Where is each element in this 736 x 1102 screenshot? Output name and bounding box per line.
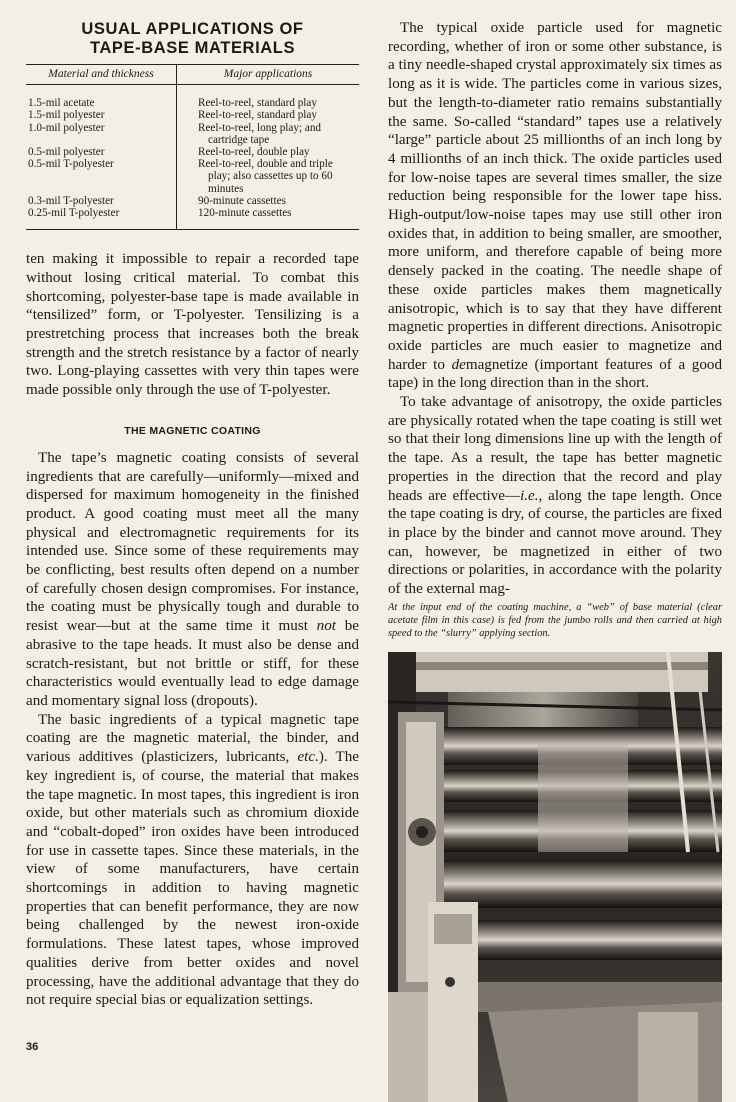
emphasis: de — [451, 356, 466, 373]
text-run: , along the tape length. Once the tape coating is dry, of course, the particles are fixed in place by the binder and cannot move around. They can, however, be magnetized in either of two directions or polarities, in accordance with the polarity of the external mag- — [388, 487, 722, 598]
table-row — [26, 122, 359, 134]
emphasis: i.e. — [520, 487, 539, 504]
table-row — [26, 97, 359, 109]
emphasis: etc. — [297, 749, 319, 766]
table-cell-material: 0.5-mil T-polyester — [26, 158, 177, 170]
paragraph — [26, 449, 359, 711]
right-column — [388, 0, 722, 1102]
table-cell-application-continued: cartridge tape — [208, 133, 270, 146]
table-cell-application: Reel-to-reel, standard play — [198, 109, 317, 122]
table-cell-material: 1.5-mil acetate — [26, 97, 177, 109]
paragraph: ten making it impossible to repair a recorded tape without losing critical material. To combat this shortcoming, polyester-base tape is made available in “tensilized” form, or T-polyester. Tensilizing is a prestretching process that increases both the break strength and the stretch resistance by a factor of nearly two. Long-playing cassettes with very thin tapes were made possible only through the use of T-polyester. — [26, 251, 359, 399]
page-number: 36 — [26, 1041, 39, 1053]
table-cell-material: 0.5-mil polyester — [26, 146, 177, 158]
table-title — [26, 20, 359, 58]
table-cell-application: Reel-to-reel, double and triple — [198, 158, 333, 171]
column-header-material: Material and thickness — [26, 65, 177, 85]
photo-caption: At the input end of the coating machine, a “web” of base material (clear acetate film in this case) is fed from the jumbo rolls and then carried at high speed to the “slurry” applying section. — [388, 602, 722, 639]
table-cell-application: Reel-to-reel, standard play — [198, 97, 317, 110]
table-cell-application: Reel-to-reel, long play; and — [198, 121, 322, 134]
table-row — [26, 146, 359, 158]
table-cell-material: 0.25-mil T-polyester — [26, 207, 177, 219]
table-cell-application: 120-minute cassettes — [198, 207, 292, 220]
emphasis: not — [316, 618, 336, 635]
paragraph — [388, 393, 722, 599]
text-run: ). The key ingredient is, of course, the material that makes the tape magnetic. In most tapes, this ingredient is iron oxide, but other materials such as chromium dioxide and “cobalt-doped” iron oxides have been introduced for use in cassette tapes. Since these materials, in the view of some manufacturers, have certain shortcomings in addition to having magnetic properties that can benefit performance, they are now being challenged by the newest iron-oxide formulations. These latest tapes, whose improved qualities derive from better oxides and novel processing, have the additional advantage that they do not require special bias or equalization settings. — [26, 749, 359, 1009]
table-cell-material: 1.0-mil polyester — [26, 122, 177, 134]
table-cell-application: 90-minute cassettes — [198, 194, 286, 207]
table-row — [26, 207, 359, 219]
applications-table — [26, 64, 359, 230]
text-run: To take advantage of anisotropy, the oxide particles are physically rotated when the tape coating is still wet so that their long dimensions line up with the length of the tape. As a result, the tape has better magnetic properties in the direction that the record and play heads are effective— — [388, 394, 722, 504]
column-header-applications: Major applications — [177, 65, 360, 85]
table-row-continued — [26, 183, 359, 195]
table-title-line-2: TAPE-BASE MATERIALS — [89, 39, 296, 57]
text-run: magnetize (important features of a good tape) in the long direction than in the short. — [388, 356, 722, 392]
table-row — [26, 195, 359, 207]
table-row — [26, 158, 359, 170]
section-heading: THE MAGNETIC COATING — [124, 424, 261, 437]
table-cell-application-continued: play; also cassettes up to 60 — [208, 170, 333, 183]
paragraph — [388, 19, 722, 393]
left-column — [26, 0, 359, 1053]
text-run: The basic ingredients of a typical magnetic tape coating are the magnetic material, the binder, and various additives (plasticizers, lubricants, — [26, 711, 359, 766]
table-row — [26, 109, 359, 121]
text-run: The tape’s magnetic coating consists of several ingredients that are carefully—uniformly—mixed and dispersed for maximum homogeneity in the finished product. A good coating must meet all the many physical and electromagnetic requirements for its intended use. Since some of these requirements may be conflicting, best results often depend on a number of carefully chosen design compromises. For instance, the coating must be physically tough and durable to resist wear—but at the same time it must — [26, 449, 359, 635]
text-run: The typical oxide particle used for magnetic recording, whether of iron or some other substance, is a tiny needle-shaped crystal approximately six times as long as it is wide. The particles come in various sizes, but the length-to-diameter ratio remains substantially the same. So-called “standard” tapes use a relatively “large” particle about 25 millionths of an inch long by 4 millionths of an inch thick. The oxide particles used for low-noise tapes are several times smaller, the size reduction being responsible for the lower tape hiss. High-output/low-noise tapes may use still other iron oxides that, in addition to being smaller, are smoother, more uniform, and therefore capable of being more densely packed in the coating. The needle shape of these oxide particles makes them magnetically anisotropic, which is to say that they have different magnetic properties in different directions. Anisotropic oxide particles are much easier to magnetize and harder to — [388, 20, 722, 373]
table-cell-application-continued: minutes — [208, 182, 244, 195]
table-title-line-1: USUAL APPLICATIONS OF — [81, 20, 304, 38]
coating-machine-photo — [388, 652, 722, 1102]
table-cell-material: 0.3-mil T-polyester — [26, 195, 177, 207]
table-row-continued — [26, 134, 359, 146]
table-cell-application: Reel-to-reel, double play — [198, 146, 310, 159]
text-run: be abrasive to the tape heads. It must also be dense and scratch-resistant, but not brittle or stiff, for these characteristics would eventually lead to edge damage and momentary signal loss (dropouts). — [26, 618, 359, 709]
paragraph — [26, 711, 359, 1010]
table-row-continued — [26, 170, 359, 182]
table-cell-material: 1.5-mil polyester — [26, 109, 177, 121]
